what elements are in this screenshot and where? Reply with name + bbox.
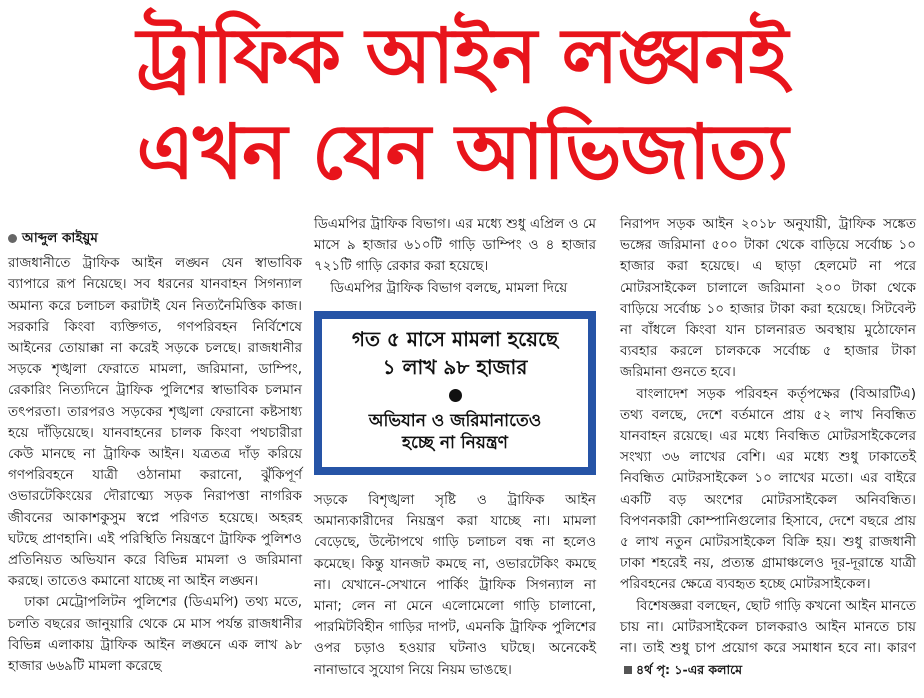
continued-on: ৪র্থ পৃ: ১-এর কলামে — [636, 662, 743, 678]
author-name: আব্দুল কাইয়ুম — [22, 230, 98, 246]
article-column-2-continued — [314, 490, 596, 681]
paragraph: ডিএমপির ট্রাফিক বিভাগ বলছে, মামলা দিয়ে — [330, 279, 568, 296]
pullquote-line: হচ্ছে না নিয়ন্ত্রণ — [402, 433, 508, 453]
article-column-2 — [314, 214, 596, 299]
paragraph: সড়কে বিশৃঙ্খলা সৃষ্টি ও ট্রাফিক আইন অমান্যকারীদের নিয়ন্ত্রণ করা যাচ্ছে না। মামলা বেড়েছে, উল্টোপথে গাড়ি চলাচল বন্ধ না হলেও কমেছে। কিন্তু যানজট কমছে না, ওভারটেকিং কমছে না। যেখানে-সেখানে পার্কিং ট্রাফিক সিগন্যাল না মানা; লেন না মেনে এলোমেলো গাড়ি চালানো, পারমিটবিহীন গাড়ির দাপট, এমনকি ট্রাফিক পুলিশের ওপর চড়াও হওয়ার ঘটনাও ঘটছে। অনেকেই নানাভাবে সুযোগ নিয়ে নিয়ম ভাঙছে। — [314, 492, 596, 678]
bullet-icon — [8, 234, 17, 243]
bullet-icon — [449, 389, 462, 402]
paragraph: ঢাকা মেট্রোপলিটন পুলিশের (ডিএমপি) তথ্য মতে, চলতি বছরের জানুয়ারি থেকে মে মাস পর্যন্ত রাজধানীর বিভিন্ন এলাকায় ট্রাফিক আইন লঙ্ঘনে এক লাখ ৯৮ হাজার ৬৬৯টি মামলা করেছে — [8, 594, 302, 675]
pullquote-line: অভিযান ও জরিমানাতেও — [368, 411, 542, 431]
square-bullet-icon — [624, 666, 632, 674]
paragraph: নিরাপদ সড়ক আইন ২০১৮ অনুযায়ী, ট্রাফিক সঙ্কেত ভঙ্গের জরিমানা ৫০০ টাকা থেকে বাড়িয়ে সর্বোচ্চ ১০ হাজার করা হয়েছে। এ ছাড়া হেলমেট না পরে মোটরসাইকেল চালালে জরিমানা ২০০ টাকা থেকে বাড়িয়ে সর্বোচ্চ ১০ হাজার টাকা করা হয়েছে। সিটবেল্ট না বাঁধলে কিংবা যান চালনারত অবস্থায় মুঠোফোন ব্যবহার করলে চালককে সর্বোচ্চ ৫ হাজার টাকা জরিমানা গুনতে হবে। — [620, 216, 916, 381]
article-column-3 — [620, 214, 916, 681]
headline-line-1: ট্রাফিক আইন লঙ্ঘনই — [136, 11, 788, 100]
pullquote-box — [314, 311, 596, 475]
pullquote-line: ১ লাখ ৯৮ হাজার — [382, 355, 528, 379]
paragraph: রাজধানীতে ট্রাফিক আইন লঙ্ঘন যেন স্বাভাবিক ব্যাপারে রূপ নিয়েছে। সব ধরনের যানবাহন সিগন্যাল অমান্য করে চলাচল করাটাই যেন নিত্যনৈমিত্তিক কাজ। সরকারি কিংবা ব্যক্তিগত, গণপরিবহন নির্বিশেষে আইনের তোয়াক্কা না করেই সড়কে চলছে। রাজধানীর সড়কে শৃঙ্খলা ফেরাতে মামলা, জরিমানা, ডাম্পিং, রেকারিং নিত্যদিনে ট্রাফিক পুলিশের স্বাভাবিক চলমান তৎপরতা। তারপরও সড়কের শৃঙ্খলা ফেরানো কষ্টসাধ্য হয়ে দাঁড়িয়েছে। যানবাহনের চালক কিংবা পথচারীরা কেউ মানছে না ট্রাফিক আইন। যত্রতত্র দাঁড় করিয়ে গণপরিবহনে যাত্রী ওঠানামা করানো, ঝুঁকিপূর্ণ ওভারটেকিংয়ের দৌরাত্ম্যে সড়ক নিরাপত্তা নাগরিক জীবনের আকাশকুসুম স্বপ্নে পরিণত হয়েছে। অহরহ ঘটছে প্রাণহানি। এই পরিস্থিতি নিয়ন্ত্রণে ট্রাফিক পুলিশও প্রতিনিয়ত অভিযান করে বিভিন্ন মামলা ও জরিমানা করছে। তাতেও কমানো যাচ্ছে না আইন লঙ্ঘন। — [8, 255, 302, 590]
headline-line-2: এখন যেন আভিজাত্য — [136, 107, 788, 196]
paragraph — [620, 596, 916, 682]
byline — [8, 228, 302, 249]
paragraph: বাংলাদেশ সড়ক পরিবহন কর্তৃপক্ষের (বিআরটিএ) তথ্য বলছে, দেশে বর্তমানে প্রায় ৫২ লাখ নিবন্ধিত যানবাহন রয়েছে। এর মধ্যে নিবন্ধিত মোটরসাইকেলের সংখ্যা ৩৬ লাখের বেশি। এর মধ্যে শুধু ঢাকাতেই নিবন্ধিত মোটরসাইকেল ১০ লাখের মতো। এর বাইরে একটি বড় অংশের মোটরসাইকেল অনিবন্ধিত। বিপণনকারী কোম্পানিগুলোর হিসাবে, দেশে বছরে প্রায় ৫ লাখ নতুন মোটরসাইকেল বিক্রি হয়। শুধু রাজধানী ঢাকা শহরেই নয়, প্রত্যন্ত গ্রামাঞ্চলেও দূর-দূরান্তে যাত্রী পরিবহনের ক্ষেত্রে ব্যবহৃত হচ্ছে মোটরসাইকেল। — [620, 385, 916, 593]
paragraph: ডিএমপির ট্রাফিক বিভাগ। এর মধ্যে শুধু এপ্রিল ও মে মাসে ৯ হাজার ৬১০টি গাড়ি ডাম্পিং ও ৪ হাজার ৭২১টি গাড়ি রেকার করা হয়েছে। — [314, 216, 596, 275]
paragraph-text: বিশেষজ্ঞরা বলছেন, ছোট গাড়ি কখনো আইন মানতে চায় না। মোটরসাইকেল চালকরাও আইন মানতে চায় না। তাই শুধু চাপ প্রয়োগ করে সমাধান হবে না। কারণ — [620, 597, 916, 657]
article-column-1 — [8, 228, 302, 677]
pullquote-line: গত ৫ মাসে মামলা হয়েছে — [351, 327, 559, 351]
